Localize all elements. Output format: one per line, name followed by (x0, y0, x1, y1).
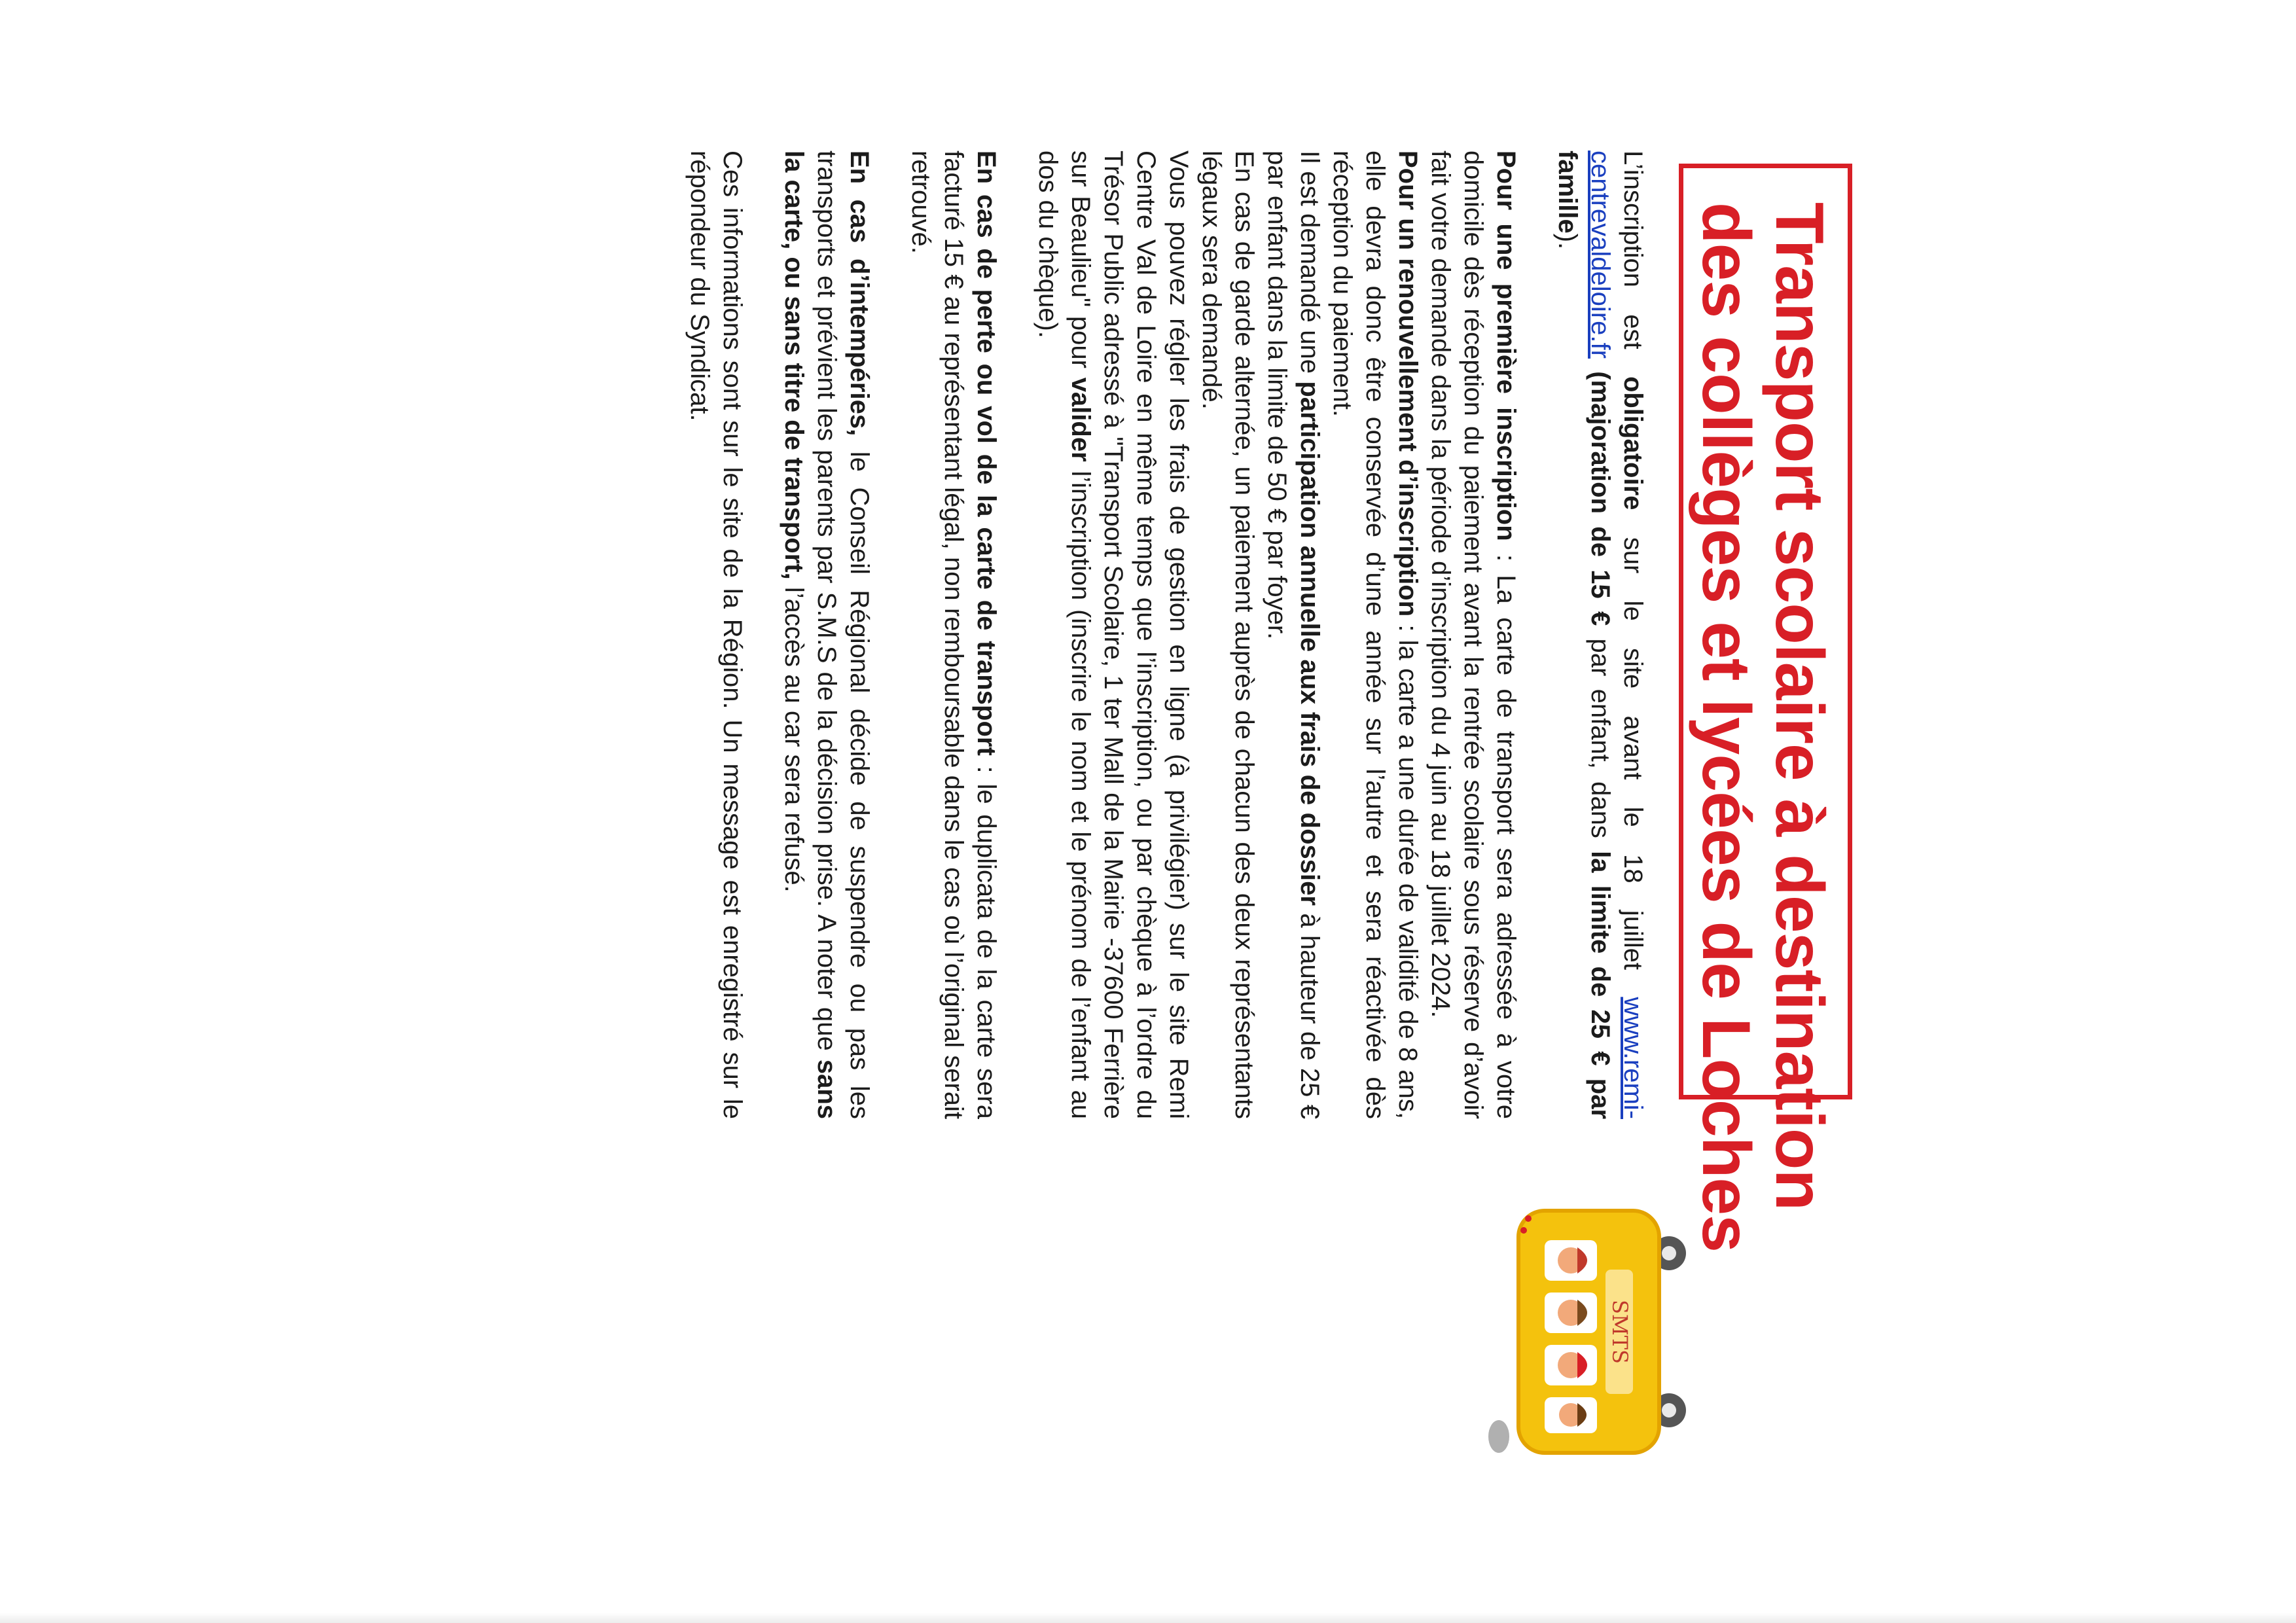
participation-paragraph: Il est demandé une participation annuelle aux frais de dossier à hauteur de 25 € par enfant dans la limite de 50 € par foyer. (1263, 151, 1324, 1119)
premiere-inscription-text: : La carte de transport sera adressée à votre domicile dès réception du paiement avant la rentrée scolaire sous réserve d’avoir fait votre demande dans la période d’inscription du 4 juin au 18 juillet 2024. (1426, 151, 1520, 1119)
perte-vol-paragraph: En cas de perte ou vol de la carte de transport : le duplicata de la carte sera facturé 15 € au représentant légal, non remboursable dans le cas où l’original serait retrouvé. (906, 151, 1001, 1119)
title-line-2: des collèges et lycées de Loches (1688, 202, 1764, 1252)
bus-label: SMTS (1607, 1300, 1632, 1364)
intro-text: L’inscription est (1619, 151, 1647, 376)
intemperies-heading: En cas d’intempéries, (845, 151, 874, 437)
garde-alternee-paragraph: En cas de garde alternée, un paiement auprès de chacun des deux représentants légaux sera demandé. (1197, 151, 1259, 1119)
infos-paragraph: Ces informations sont sur le site de la Région. Un message est enregistré sur le répondeur du Syndicat. (685, 151, 747, 1119)
intro-text: par enfant, dans (1586, 626, 1615, 851)
renouvellement-paragraph (1326, 151, 1424, 1119)
school-bus-icon (1479, 1191, 1695, 1466)
title-line-1: Transport scolaire à destination (1761, 202, 1837, 1210)
scan-edge (0, 1613, 2296, 1623)
reglement-valider: valider (1066, 377, 1095, 462)
intemperies-highlight: sans la carte, ou sans titre de transport, (780, 151, 841, 1119)
bus-roof-figure (1488, 1420, 1509, 1453)
renouvellement-heading: Pour un renouvellement d’inscription (1393, 151, 1422, 617)
perte-vol-heading: En cas de perte ou vol de la carte de transport (972, 151, 1001, 756)
renouvellement-text: : la carte a une durée de validité de 8 ans, elle devra donc être conservée d’une année sur l’autre et sera réactivée dès réception du paiement. (1328, 151, 1422, 1120)
intemperies-paragraph: En cas d’intempéries, le Conseil Régional décide de suspendre ou pas les transports et prévient les parents par S.M.S de la décision prise. A noter que sans la carte, ou sans titre de transport, l’accès au car sera refusé. (780, 151, 874, 1119)
remi-website-link[interactable]: www.remi-centrevaldeloire.fr (1586, 151, 1647, 1119)
intro-paragraph: L’inscription est obligatoire sur le site avant le 18 juillet www.remi-centrevaldeloire.fr (majoration de 15 € par enfant, dans la limite de 25 € par famille). (1553, 151, 1647, 1120)
premiere-inscription-paragraph (1424, 151, 1522, 1119)
intro-majoration: (majoration de 15 € (1586, 371, 1615, 626)
intro-text: sur le site avant le 18 juillet (1619, 510, 1647, 997)
document-page (281, 151, 1852, 1364)
participation-highlight: participation annuelle aux frais de dossier (1295, 381, 1324, 906)
intro-obligatoire: obligatoire (1619, 376, 1647, 510)
title-box (1679, 164, 1852, 1252)
reglement-paragraph: Vous pouvez régler les frais de gestion en ligne (à privilégier) sur le site Remi Centre Val de Loire en même temps que l’inscription, ou par chèque à l’ordre du Trésor Public adressé à "Transport Scolaire, 1 ter Mall de la Mairie -37600 Ferrière sur Beaulieu" pour valider l’inscription (inscrire le nom et le prénom de l’enfant au dos du chèque). (1033, 151, 1193, 1119)
intro-limite: la limite de 25 € par famille (1553, 151, 1615, 1120)
body-text (683, 151, 1649, 1119)
premiere-inscription-heading: Pour une première inscription (1492, 151, 1520, 541)
